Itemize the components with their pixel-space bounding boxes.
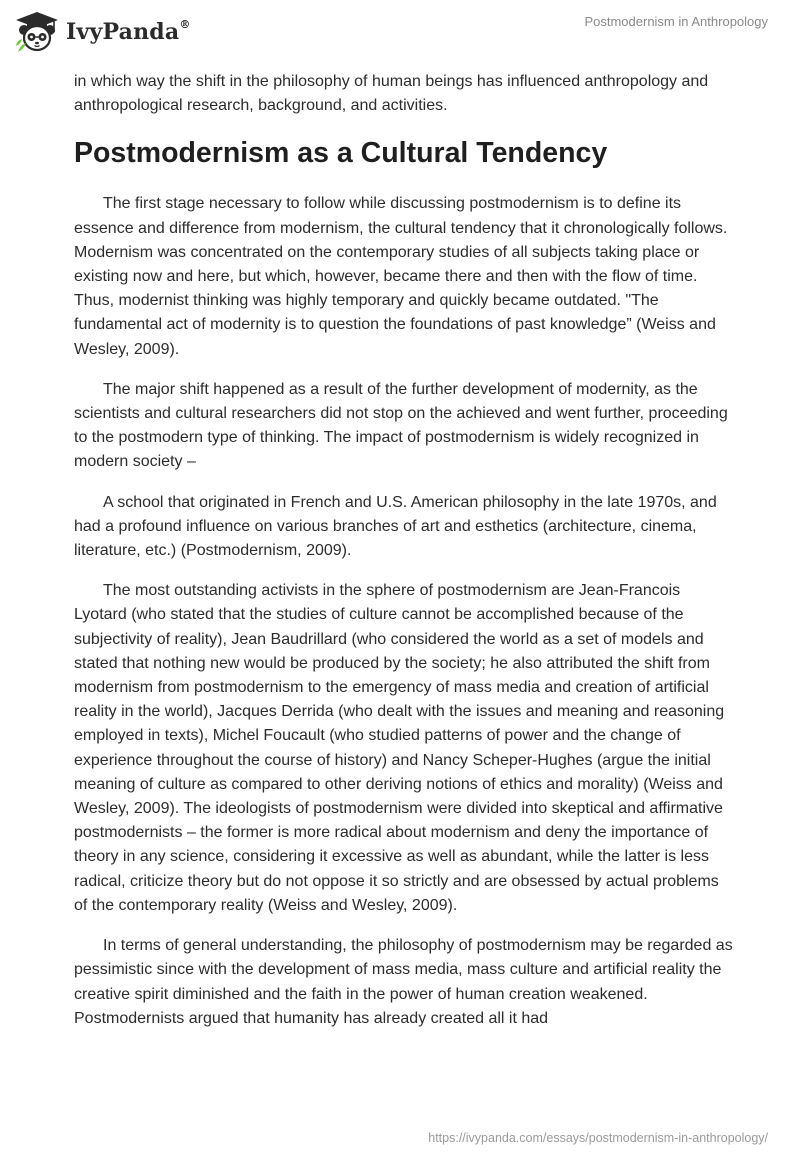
body-paragraph: The major shift happened as a result of the further development of modernity, as the scientists and cultural researchers did not stop on the achieved and went further, proceeding to the postmodern type of thinking. The impact of postmodernism is widely recognized in modern society – <box>74 380 728 471</box>
source-url: https://ivypanda.com/essays/postmodernism-in-anthropology/ <box>428 1131 768 1145</box>
body-paragraph: The first stage necessary to follow while discussing postmodernism is to define its essence and difference from modernism, the cultural tendency that it chronologically follows. Modernism was concentrated on the contemporary studies of all subjects taking place or existing now and here, but which, however, became there and then with the flow of time. Thus, modernist thinking was highly temporary and quickly became outdated. "The fundamental act of modernity is to question the foundations of past knowledge” (Weiss and Wesley, 2009). <box>74 195 728 358</box>
running-title: Postmodernism in Anthropology <box>584 14 768 29</box>
quote-paragraph: A school that originated in French and U.S. American philosophy in the late 1970s, and had a profound influence on various branches of art and esthetics (architecture, cinema, literature, etc.) (Postmodernism, 2009). <box>74 493 717 560</box>
body-paragraph: In terms of general understanding, the philosophy of postmodernism may be regarded as pessimistic since with the development of mass media, mass culture and artificial reality the creative spirit diminished and the faith in the power of human creation weakened. Postmodernists argued that humanity has already created all it had <box>74 937 733 1027</box>
ivypanda-logo[interactable] <box>14 10 191 54</box>
registered-mark: ® <box>179 17 191 31</box>
page-header <box>0 0 800 70</box>
essay-content <box>74 70 734 1047</box>
intro-tail-paragraph: in which way the shift in the philosophy of human beings has influenced anthropology and anthropological research, background, and activities. <box>74 73 709 115</box>
body-paragraph: The most outstanding activists in the sphere of postmodernism are Jean-Francois Lyotard (who stated that the studies of culture cannot be accomplished because of the subjectivity of reality), Jean Baudrillard (who considered the world as a set of models and stated that nothing new would be produced by the society; he also attributed the shift from modernism from postmodernism to the emergency of mass media and creation of artificial reality in the world), Jacques Derrida (who dealt with the issues and meaning and reasoning employed in texts), Michel Foucault (who studied patterns of power and the change of experience throughout the course of history) and Nancy Scheper-Hughes (argue the initial meaning of culture as compared to other deriving notions of ethics and morality) (Weiss and Wesley, 2009). The ideologists of postmodernism were divided into skeptical and affirmative postmodernists – the former is more radical about modernism and deny the importance of theory in any science, considering it excessive as well as abundant, while the latter is less radical, criticize theory but do not oppose it so strictly and are obsessed by actual problems of the contemporary reality (Weiss and Wesley, 2009). <box>74 582 725 914</box>
section-heading: Postmodernism as a Cultural Tendency <box>74 137 608 170</box>
brand-name: IvyPanda® <box>66 17 191 45</box>
panda-graduate-logo-icon <box>14 10 60 54</box>
